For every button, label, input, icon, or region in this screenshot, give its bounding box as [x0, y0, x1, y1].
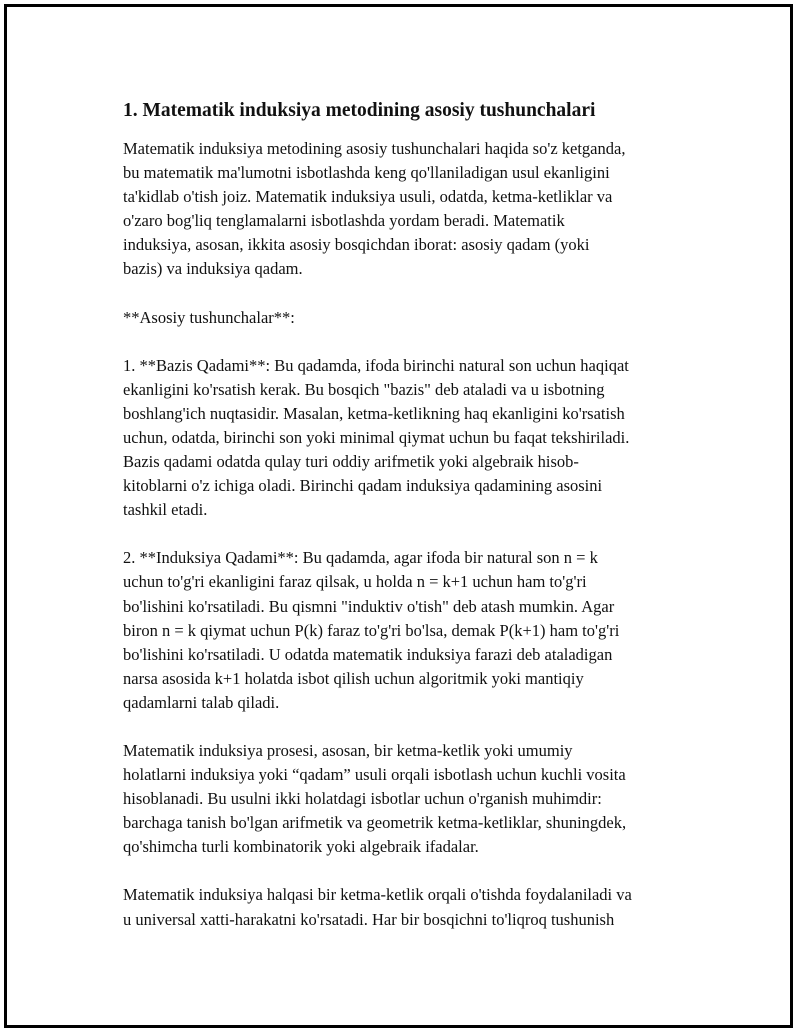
paragraph-line: bu matematik ma'lumotni isbotlashda keng qo'llaniladigan usul ekanligini [123, 163, 610, 183]
paragraph-line: kitoblarni o'z ichiga oladi. Birinchi qadam induksiya qadamining asosini [123, 476, 603, 496]
paragraph-line: Bazis qadami odatda qulay turi oddiy arifmetik yoki algebraik hisob- [123, 452, 579, 472]
paragraph-line: qo'shimcha turli kombinatorik yoki algebraik ifadalar. [123, 837, 479, 857]
bazis-step-paragraph [123, 354, 703, 523]
paragraph-line: bazis) va induksiya qadam. [123, 259, 303, 279]
paragraph-line: ta'kidlab o'tish joiz. Matematik induksiya usuli, odatda, ketma-ketliklar va [123, 187, 613, 207]
paragraph-line: o'zaro bog'liq tenglamalarni isbotlashda yordam beradi. Matematik [123, 211, 565, 231]
paragraph-line: **Asosiy tushunchalar**: [123, 307, 295, 327]
paragraph-line: u universal xatti-harakatni ko'rsatadi. Har bir bosqichni to'liqroq tushunish [123, 909, 615, 929]
paragraph-line: uchun, odatda, birinchi son yoki minimal qiymat uchun bu faqat tekshiriladi. [123, 427, 630, 447]
paragraph-line: qadamlarni talab qiladi. [123, 692, 280, 712]
paragraph-line: tashkil etadi. [123, 500, 208, 520]
document-title: 1. Matematik induksiya metodining asosiy tushunchalari [123, 100, 596, 121]
process-paragraph [123, 739, 703, 859]
intro-paragraph [123, 137, 703, 282]
closing-paragraph [123, 883, 703, 931]
induction-step-paragraph [123, 546, 703, 715]
paragraph-line: Matematik induksiya metodining asosiy tushunchalari haqida so'z ketganda, [123, 139, 626, 158]
paragraph-line: biron n = k qiymat uchun P(k) faraz to'g'ri bo'lsa, demak P(k+1) ham to'g'ri [123, 620, 620, 640]
section-heading-paragraph [123, 306, 703, 330]
paragraph-line: holatlarni induksiya yoki “qadam” usuli orqali isbotlash uchun kuchli vosita [123, 765, 626, 785]
paragraph-line: 2. **Induksiya Qadami**: Bu qadamda, agar ifoda bir natural son n = k [123, 548, 598, 568]
paragraph-line: Matematik induksiya halqasi bir ketma-ketlik orqali o'tishda foydalaniladi va [123, 885, 632, 905]
paragraph-line: Matematik induksiya prosesi, asosan, bir ketma-ketlik yoki umumiy [123, 740, 573, 760]
paragraph-line: bo'lishini ko'rsatiladi. U odatda matematik induksiya farazi deb ataladigan [123, 644, 613, 664]
paragraph-line: narsa asosida k+1 holatda isbot qilish uchun algoritmik yoki mantiqiy [123, 668, 584, 688]
paragraph-line: bo'lishini ko'rsatiladi. Bu qismni "induktiv o'tish" deb atash mumkin. Agar [123, 596, 615, 616]
paragraph-line: barchaga tanish bo'lgan arifmetik va geometrik ketma-ketliklar, shuningdek, [123, 813, 627, 833]
paragraph-line: 1. **Bazis Qadami**: Bu qadamda, ifoda birinchi natural son uchun haqiqat [123, 355, 629, 375]
paragraph-line: hisoblanadi. Bu usulni ikki holatdagi isbotlar uchun o'rganish muhimdir: [123, 789, 602, 809]
page-frame [4, 4, 793, 1028]
paragraph-line: boshlang'ich nuqtasidir. Masalan, ketma-ketlikning haq ekanligini ko'rsatish [123, 403, 625, 423]
document-body [123, 99, 703, 956]
paragraph-line: uchun to'g'ri ekanligini faraz qilsak, u holda n = k+1 uchun ham to'g'ri [123, 572, 587, 592]
paragraph-line: ekanligini ko'rsatish kerak. Bu bosqich "bazis" deb ataladi va u isbotning [123, 379, 605, 399]
paragraph-line: induksiya, asosan, ikkita asosiy bosqichdan iborat: asosiy qadam (yoki [123, 235, 590, 255]
